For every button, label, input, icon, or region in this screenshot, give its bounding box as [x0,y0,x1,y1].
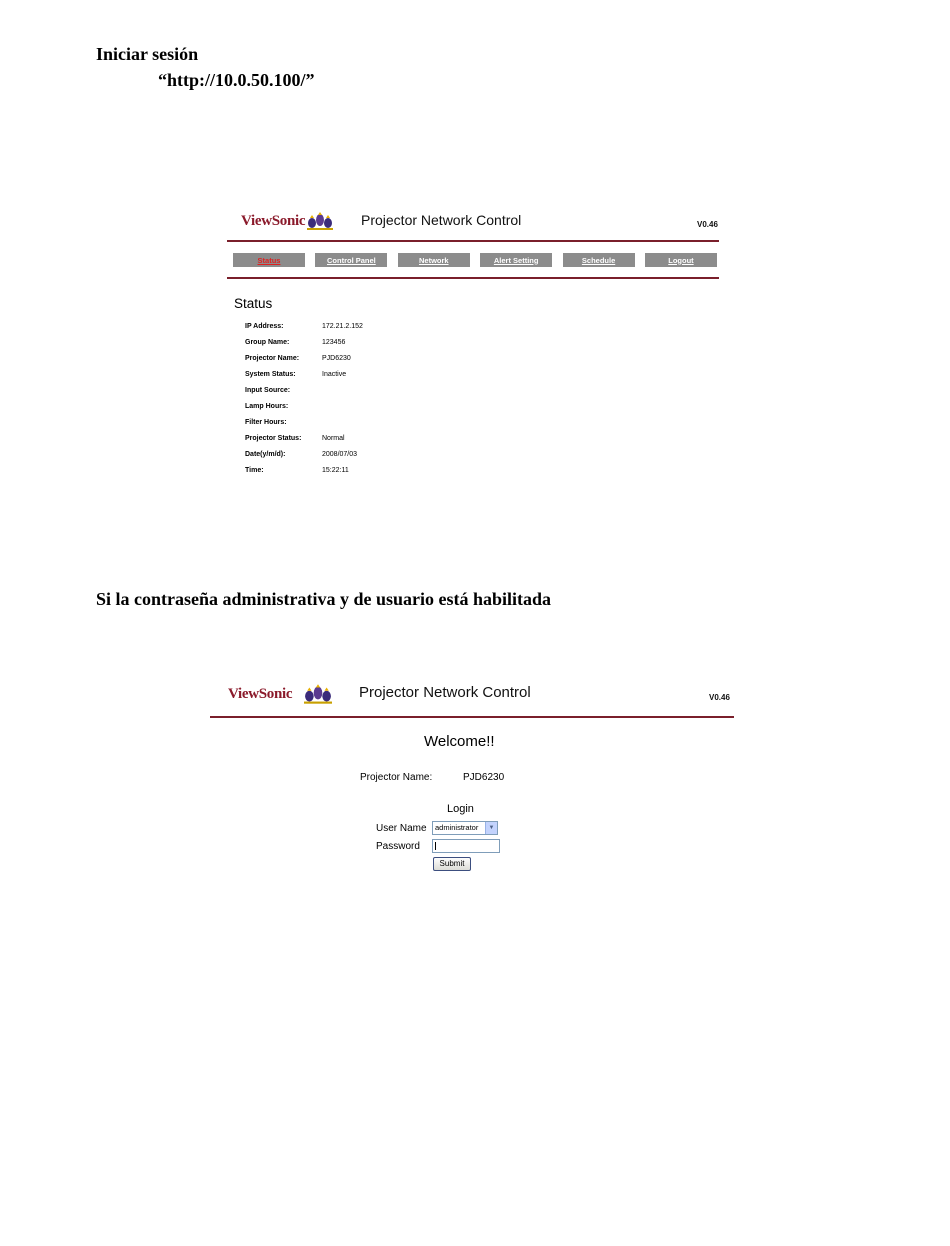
viewsonic-birds-logo [307,212,333,230]
version-label: V0.46 [709,693,730,702]
submit-button[interactable]: Submit [433,857,471,871]
viewsonic-brand: ViewSonic [228,686,293,702]
welcome-heading: Welcome!! [424,733,495,750]
nav-divider [227,277,719,279]
login-url: “http://10.0.50.100/” [158,70,315,90]
tab-schedule[interactable]: Schedule [563,253,635,267]
status-value: 2008/07/03 [322,451,358,458]
password-field[interactable] [432,839,500,853]
tab-alert-setting[interactable]: Alert Setting [480,253,552,267]
status-value: 123456 [322,339,346,346]
header-divider [210,716,734,718]
status-value: Normal [322,435,345,442]
status-label: IP Address: [245,323,284,330]
projector-name-value: PJD6230 [463,772,505,783]
status-page-screenshot [227,200,722,500]
status-label: Date(y/m/d): [245,451,286,458]
tab-control-panel[interactable]: Control Panel [315,253,387,267]
section-heading-login: Iniciar sesión [96,44,199,64]
user-name-label: User Name [376,823,427,834]
status-value: Inactive [322,371,347,378]
tab-status[interactable]: Status [233,253,305,267]
viewsonic-brand: ViewSonic [241,213,306,229]
text-caret [435,842,436,850]
password-label: Password [376,841,420,852]
status-value: 172.21.2.152 [322,323,363,330]
status-value: 15:22:11 [322,467,349,474]
status-label: Lamp Hours: [245,403,289,410]
app-title: Projector Network Control [359,684,531,701]
status-label: System Status: [245,371,296,378]
version-label: V0.46 [697,220,718,229]
dropdown-arrow-icon[interactable]: ▼ [485,822,497,834]
status-label: Group Name: [245,339,290,346]
tab-logout[interactable]: Logout [645,253,717,267]
status-label: Filter Hours: [245,419,287,426]
section-heading-password: Si la contraseña administrativa y de usuario está habilitada [96,589,552,609]
header-divider [227,240,719,242]
status-label: Projector Name: [245,355,300,362]
app-title: Projector Network Control [361,212,522,228]
status-label: Time: [245,467,264,474]
status-label: Projector Status: [245,435,302,442]
status-title: Status [234,296,273,311]
user-name-selected: administrator [435,823,479,832]
status-label: Input Source: [245,387,291,394]
login-page-screenshot [210,678,738,878]
projector-name-label: Projector Name: [360,772,433,783]
user-name-select[interactable] [432,821,498,835]
nav-bar [233,253,717,267]
tab-network[interactable]: Network [398,253,470,267]
viewsonic-birds-logo [304,684,332,704]
status-value: PJD6230 [322,355,351,362]
login-title: Login [447,803,474,815]
